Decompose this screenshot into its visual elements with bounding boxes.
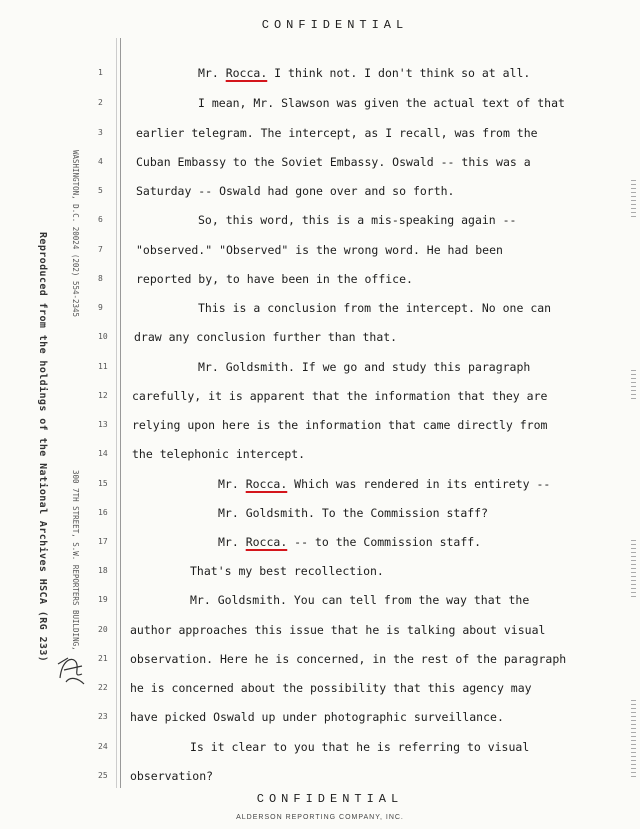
transcript-text: Mr. Goldsmith. To the Commission staff?: [218, 506, 489, 520]
transcript-line: [130, 710, 504, 724]
transcript-text: earlier telegram. The intercept, as I recall, was from the: [136, 126, 538, 140]
transcript-text: observation. Here he is concerned, in the rest of the paragraph: [130, 652, 567, 666]
line-number: 2: [98, 98, 103, 107]
line-number: 15: [98, 479, 108, 488]
line-number: 22: [98, 683, 108, 692]
transcript-text: "observed." "Observed" is the wrong word. He had been: [136, 243, 503, 257]
line-number: 20: [98, 625, 108, 634]
footer-confidential: CONFIDENTIAL: [256, 792, 404, 806]
line-number: 6: [98, 215, 103, 224]
speaker-name-underlined: Rocca.: [225, 66, 268, 80]
reporter-address-top: WASHINGTON, D.C. 20024 (202) 554-2345: [71, 150, 80, 318]
line-number: 4: [98, 157, 103, 166]
transcript-text: This is a conclusion from the intercept. No one can: [198, 301, 552, 315]
transcript-line: [136, 243, 503, 257]
line-number: 23: [98, 712, 108, 721]
line-number: 19: [98, 595, 108, 604]
line-number: 16: [98, 508, 108, 517]
transcript-text: Which was rendered in its entirety --: [287, 477, 551, 491]
line-number: 18: [98, 566, 108, 575]
reproduction-notice: Reproduced from the holdings of the National Archives HSCA (RG 233): [37, 232, 48, 663]
transcript-text: I mean, Mr. Slawson was given the actual text of that: [198, 96, 565, 110]
transcript-line: [136, 184, 455, 198]
margin-rule: [120, 38, 121, 788]
transcript-text: I think not. I don't think so at all.: [267, 66, 531, 80]
line-number: 12: [98, 391, 108, 400]
transcript-line: [136, 126, 538, 140]
transcript-line: [198, 301, 551, 315]
transcript-line: [198, 360, 530, 374]
archives-stamp-mark: [52, 648, 92, 688]
speaker-name-underlined: Rocca.: [245, 535, 288, 549]
transcript-text: Mr. Goldsmith. You can tell from the way that the: [190, 593, 530, 607]
transcript-text: carefully, it is apparent that the information that they are: [132, 389, 548, 403]
scan-artifact: [631, 370, 636, 400]
scan-artifact: [631, 700, 636, 780]
transcript-line: [190, 740, 529, 754]
transcript-text: That's my best recollection.: [190, 564, 384, 578]
reporter-name: ALDERSON REPORTING COMPANY, INC.: [236, 814, 404, 821]
transcript-text: Mr. Goldsmith. If we go and study this paragraph: [198, 360, 531, 374]
transcript-line: [198, 66, 530, 80]
transcript-text: reported by, to have been in the office.: [136, 272, 413, 286]
scan-artifact: [631, 540, 636, 600]
transcript-line: [130, 623, 545, 637]
transcript-line: [218, 535, 481, 549]
line-number: 11: [98, 362, 108, 371]
transcript-line: [132, 389, 547, 403]
line-number: 17: [98, 537, 108, 546]
transcript-text: author approaches this issue that he is talking about visual: [130, 623, 546, 637]
transcript-text: Mr.: [198, 66, 226, 80]
transcript-line: [218, 477, 550, 491]
transcript-line: [130, 652, 566, 666]
transcript-line: [136, 272, 413, 286]
line-number: 13: [98, 420, 108, 429]
reporter-address-bottom: 300 7TH STREET, S.W. REPORTERS BUILDING,: [71, 470, 80, 651]
line-number: 9: [98, 303, 103, 312]
transcript-line: [130, 769, 213, 783]
speaker-name-underlined: Rocca.: [245, 477, 288, 491]
margin-rule-outer: [116, 38, 117, 788]
transcript-text: Cuban Embassy to the Soviet Embassy. Oswald -- this was a: [136, 155, 531, 169]
transcript-line: [136, 155, 531, 169]
line-number: 8: [98, 274, 103, 283]
line-number: 3: [98, 128, 103, 137]
line-number: 24: [98, 742, 108, 751]
transcript-text: relying upon here is the information that came directly from: [132, 418, 548, 432]
line-number: 25: [98, 771, 108, 780]
line-number: 14: [98, 449, 108, 458]
transcript-text: observation?: [130, 769, 214, 783]
line-number: 10: [98, 332, 108, 341]
transcript-line: [130, 681, 532, 695]
transcript-text: -- to the Commission staff.: [287, 535, 482, 549]
transcript-line: [190, 564, 384, 578]
transcript-text: the telephonic intercept.: [132, 447, 306, 461]
transcript-line: [132, 447, 305, 461]
transcript-text: have picked Oswald up under photographic surveillance.: [130, 710, 504, 724]
line-number: 1: [98, 68, 103, 77]
transcript-text: Is it clear to you that he is referring to visual: [190, 740, 530, 754]
transcript-text: he is concerned about the possibility that this agency may: [130, 681, 532, 695]
transcript-line: [190, 593, 529, 607]
transcript-line: [134, 330, 397, 344]
transcript-text: Mr.: [218, 535, 246, 549]
transcript-line: [198, 96, 565, 110]
transcript-text: draw any conclusion further than that.: [134, 330, 398, 344]
transcript-line: [198, 213, 517, 227]
transcript-text: Saturday -- Oswald had gone over and so forth.: [136, 184, 455, 198]
scan-artifact: [631, 180, 636, 220]
line-number: 21: [98, 654, 108, 663]
transcript-line: [132, 418, 547, 432]
transcript-line: [218, 506, 488, 520]
line-number: 5: [98, 186, 103, 195]
line-number: 7: [98, 245, 103, 254]
header-confidential: CONFIDENTIAL: [261, 18, 409, 32]
transcript-text: So, this word, this is a mis-speaking again --: [198, 213, 517, 227]
transcript-text: Mr.: [218, 477, 246, 491]
